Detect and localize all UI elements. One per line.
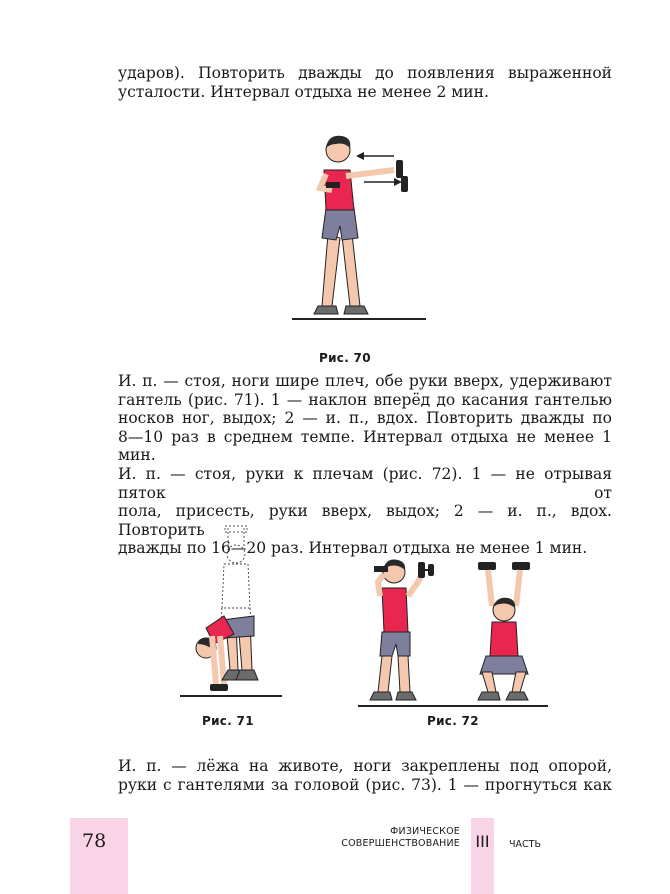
figure-70-caption: Рис. 70 xyxy=(319,351,371,365)
text-line: 8—10 раз в среднем темпе. Интервал отдыха не менее 1 мин. xyxy=(118,427,612,465)
figure-71-caption: Рис. 71 xyxy=(202,714,254,728)
figure-70-illustration xyxy=(290,126,430,326)
text-line: носков ног, выдох; 2 — и. п., вдох. Повторить дважды по xyxy=(118,409,612,428)
figure-72-caption: Рис. 72 xyxy=(427,714,479,728)
figure-72-illustration xyxy=(356,552,552,712)
text-line: руки с гантелями за головой (рис. 73). 1 — прогнуться как xyxy=(118,775,612,794)
text-line: пола, присесть, руки вверх, выдох; 2 — и. п., вдох. Повторить xyxy=(118,502,612,539)
part-label: ЧАСТЬ xyxy=(509,839,541,850)
paragraph-exercise-73 xyxy=(118,757,612,794)
text-line: дважды по 16—20 раз. Интервал отдыха не менее 1 мин. xyxy=(118,539,588,558)
section-title-line: СОВЕРШЕНСТВОВАНИЕ xyxy=(341,838,460,849)
section-title xyxy=(330,826,460,850)
page-number: 78 xyxy=(82,830,107,852)
text-line: усталости. Интервал отдыха не менее 2 мин. xyxy=(118,82,489,101)
text-line: И. п. — стоя, руки к плечам (рис. 72). 1 — не отрывая пяток от xyxy=(118,464,612,502)
text-line: И. п. — лёжа на животе, ноги закреплены под опорой, xyxy=(118,757,612,775)
text-line: гантель (рис. 71). 1 — наклон вперёд до касания гантелью xyxy=(118,390,612,409)
text-line: ударов). Повторить дважды до появления выраженной xyxy=(118,64,612,82)
part-number: III xyxy=(475,832,490,851)
section-title-line: ФИЗИЧЕСКОЕ xyxy=(390,826,460,837)
part-marker-bar xyxy=(471,818,494,894)
figure-71-illustration xyxy=(176,524,286,710)
paragraph-intro xyxy=(118,64,612,101)
text-line: И. п. — стоя, ноги шире плеч, обе руки вверх, удерживают xyxy=(118,372,612,390)
